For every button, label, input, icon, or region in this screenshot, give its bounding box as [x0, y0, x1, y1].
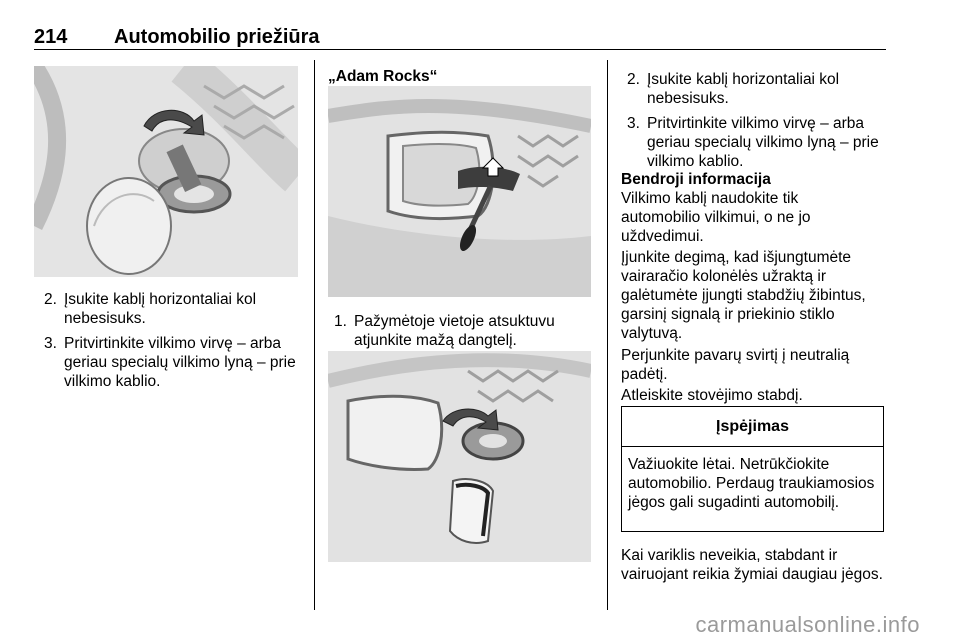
section-heading-general-info: Bendroji informacija: [621, 171, 771, 188]
steps-list-col2: [328, 312, 593, 356]
step-item: 3. Pritvirtinkite vilkimo virvę – arba geriau specialų vilkimo lyną – prie vilkimo kablio.: [627, 115, 879, 170]
section-heading-adam-rocks: „Adam Rocks“: [328, 68, 438, 85]
steps-list-col3: [621, 70, 886, 177]
page-header: [34, 26, 886, 50]
paragraph-parking-brake: Atleiskite stovėjimo stabdį.: [621, 387, 803, 404]
tow-hook-illustration-icon: [34, 66, 298, 277]
warning-title: Įspėjimas: [622, 407, 883, 447]
step-item: 1. Pažymėtoje vietoje atsuktuvu atjunkite mažą dangtelį.: [334, 313, 555, 349]
column-divider-2: [607, 60, 608, 610]
step-item: 2. Įsukite kablį horizontaliai kol nebesisuks.: [627, 71, 840, 107]
warning-text: Važiuokite lėtai. Netrūkčiokite automobilio. Perdaug traukiamosios jėgos gali sugadinti automobilį.: [628, 456, 875, 511]
paragraph-engine-off: Kai variklis neveikia, stabdant ir vairuojant reikia žymiai daugiau jėgos.: [621, 547, 883, 583]
step-item: 3. Pritvirtinkite vilkimo virvę – arba geriau specialų vilkimo lyną – prie vilkimo kablio.: [44, 335, 296, 390]
steps-list-col1: [38, 290, 302, 397]
paragraph-ignition: Įjunkite degimą, kad išjungtumėte vairaračio kolonėlės užraktą ir galėtumėte įjungti stabdžių žibintus, garsinį signalą ir priekinio stiklo valytuvą.: [621, 249, 866, 342]
watermark-text: carmanualsonline.info: [695, 612, 920, 637]
tow-hook-illustration-icon: [328, 351, 591, 562]
page-number: 214: [34, 26, 68, 48]
column-divider-1: [314, 60, 315, 610]
header-rule: [34, 49, 886, 50]
step-item: 2. Įsukite kablį horizontaliai kol nebesisuks.: [44, 291, 257, 327]
paragraph-neutral: Perjunkite pavarų svirtį į neutralią padėtį.: [621, 347, 850, 383]
warning-box: [621, 406, 884, 532]
paragraph-tow-hook-use: Vilkimo kablį naudokite tik automobilio vilkimui, o ne jo uždvedimui.: [621, 190, 811, 245]
page-title: Automobilio priežiūra: [114, 26, 320, 48]
screwdriver-cover-illustration-icon: [328, 86, 591, 297]
